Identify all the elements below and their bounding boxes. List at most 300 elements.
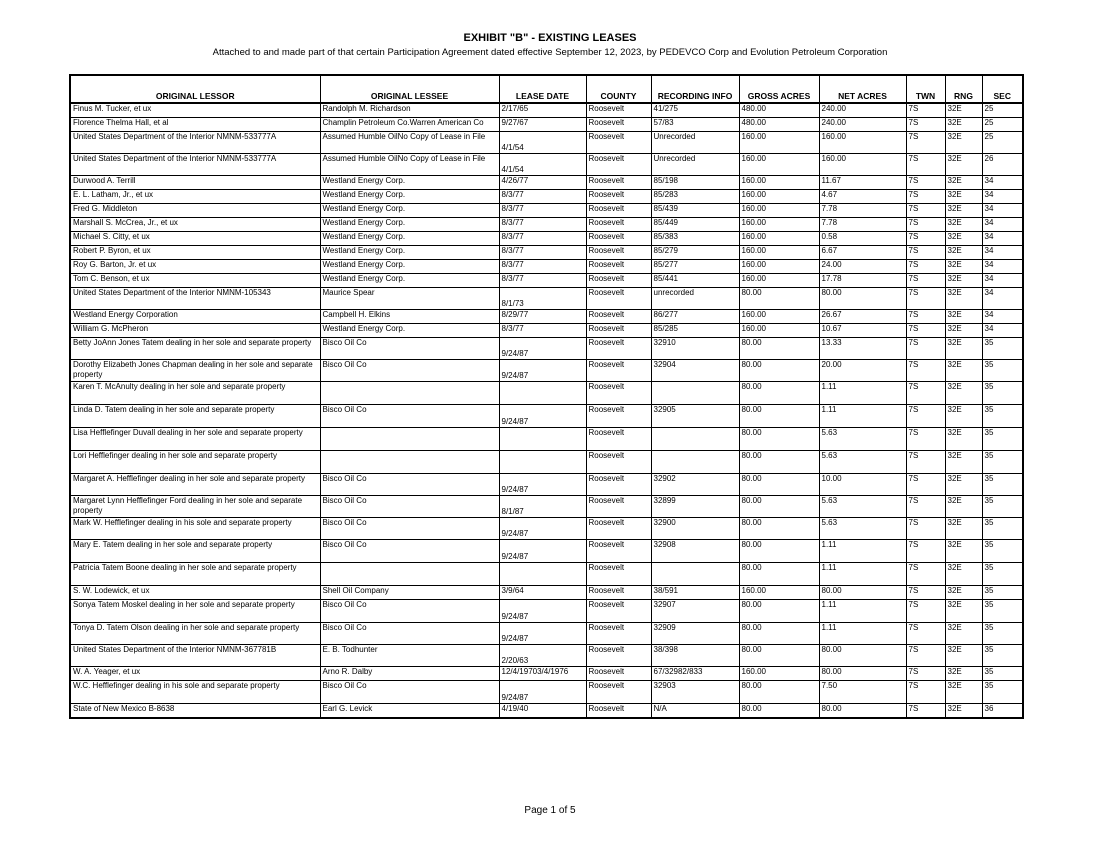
table-row: [70, 645, 1023, 667]
cell-recording-info: 32909: [651, 623, 739, 645]
cell-sec: 35: [982, 451, 1023, 474]
cell-rng: 32E: [945, 681, 982, 704]
cell-county: Roosevelt: [586, 586, 651, 600]
cell-original-lessee: [320, 563, 499, 586]
cell-twn: 7S: [906, 382, 945, 405]
cell-recording-info: 32899: [651, 496, 739, 518]
cell-recording-info: 32905: [651, 405, 739, 428]
column-header-gross-acres: GROSS ACRES: [739, 75, 819, 103]
cell-original-lessee: Campbell H. Elkins: [320, 310, 499, 324]
cell-lease-date: [499, 451, 586, 474]
cell-gross-acres: 160.00: [739, 154, 819, 176]
cell-sec: 35: [982, 360, 1023, 382]
cell-rng: 32E: [945, 645, 982, 667]
cell-county: Roosevelt: [586, 154, 651, 176]
cell-original-lessee: Westland Energy Corp.: [320, 176, 499, 190]
cell-twn: 7S: [906, 540, 945, 563]
cell-recording-info: 57/83: [651, 118, 739, 132]
cell-gross-acres: 160.00: [739, 260, 819, 274]
cell-lease-date: 2/17/65: [499, 103, 586, 118]
cell-twn: 7S: [906, 623, 945, 645]
cell-net-acres: 240.00: [819, 103, 906, 118]
cell-county: Roosevelt: [586, 288, 651, 310]
table-row: [70, 623, 1023, 645]
cell-twn: 7S: [906, 190, 945, 204]
cell-lease-date: 8/3/77: [499, 246, 586, 260]
cell-original-lessor: Florence Thelma Hall, et al: [70, 118, 320, 132]
cell-original-lessor: United States Department of the Interior NMNM-105343: [70, 288, 320, 310]
cell-net-acres: 1.11: [819, 623, 906, 645]
cell-recording-info: 41/275: [651, 103, 739, 118]
cell-lease-date: 9/24/87: [499, 518, 586, 540]
table-row: [70, 132, 1023, 154]
cell-original-lessor: Tom C. Benson, et ux: [70, 274, 320, 288]
table-row: [70, 563, 1023, 586]
table-row: [70, 176, 1023, 190]
cell-county: Roosevelt: [586, 405, 651, 428]
cell-gross-acres: 80.00: [739, 474, 819, 496]
cell-original-lessor: Fred G. Middleton: [70, 204, 320, 218]
cell-sec: 35: [982, 496, 1023, 518]
cell-recording-info: 85/277: [651, 260, 739, 274]
cell-twn: 7S: [906, 645, 945, 667]
cell-county: Roosevelt: [586, 324, 651, 338]
cell-net-acres: 160.00: [819, 132, 906, 154]
column-header-lease-date: LEASE DATE: [499, 75, 586, 103]
cell-net-acres: 1.11: [819, 540, 906, 563]
cell-original-lessor: Margaret A. Hefflefinger dealing in her sole and separate property: [70, 474, 320, 496]
cell-original-lessor: S. W. Lodewick, et ux: [70, 586, 320, 600]
cell-lease-date: 8/3/77: [499, 232, 586, 246]
cell-net-acres: 1.11: [819, 600, 906, 623]
cell-twn: 7S: [906, 246, 945, 260]
table-row: [70, 338, 1023, 360]
cell-sec: 25: [982, 132, 1023, 154]
cell-net-acres: 80.00: [819, 667, 906, 681]
cell-recording-info: 38/591: [651, 586, 739, 600]
cell-lease-date: 9/24/87: [499, 405, 586, 428]
cell-rng: 32E: [945, 324, 982, 338]
cell-twn: 7S: [906, 474, 945, 496]
cell-net-acres: 80.00: [819, 704, 906, 719]
cell-sec: 34: [982, 288, 1023, 310]
cell-lease-date: 8/1/87: [499, 496, 586, 518]
cell-recording-info: [651, 563, 739, 586]
cell-recording-info: 32908: [651, 540, 739, 563]
cell-gross-acres: 80.00: [739, 288, 819, 310]
column-header-county: COUNTY: [586, 75, 651, 103]
cell-gross-acres: 160.00: [739, 190, 819, 204]
cell-twn: 7S: [906, 176, 945, 190]
cell-county: Roosevelt: [586, 382, 651, 405]
cell-county: Roosevelt: [586, 204, 651, 218]
cell-recording-info: N/A: [651, 704, 739, 719]
cell-sec: 35: [982, 586, 1023, 600]
cell-rng: 32E: [945, 232, 982, 246]
table-row: [70, 540, 1023, 563]
cell-net-acres: 0.58: [819, 232, 906, 246]
cell-original-lessor: United States Department of the Interior NMNM-367781B: [70, 645, 320, 667]
cell-lease-date: 4/1/54: [499, 132, 586, 154]
cell-recording-info: 32900: [651, 518, 739, 540]
cell-county: Roosevelt: [586, 260, 651, 274]
leases-table: [69, 74, 1024, 719]
cell-original-lessee: Westland Energy Corp.: [320, 324, 499, 338]
table-row: [70, 474, 1023, 496]
cell-original-lessor: Lisa Hefflefinger Duvall dealing in her sole and separate property: [70, 428, 320, 451]
column-header-original-lessor: ORIGINAL LESSOR: [70, 75, 320, 103]
cell-lease-date: 12/4/19703/4/1976: [499, 667, 586, 681]
cell-original-lessor: Finus M. Tucker, et ux: [70, 103, 320, 118]
table-row: [70, 496, 1023, 518]
column-header-sec: SEC: [982, 75, 1023, 103]
cell-net-acres: 80.00: [819, 288, 906, 310]
cell-lease-date: 9/24/87: [499, 623, 586, 645]
cell-recording-info: 85/383: [651, 232, 739, 246]
cell-twn: 7S: [906, 405, 945, 428]
cell-gross-acres: 480.00: [739, 103, 819, 118]
cell-gross-acres: 480.00: [739, 118, 819, 132]
cell-original-lessee: Westland Energy Corp.: [320, 260, 499, 274]
cell-original-lessor: W.C. Hefflefinger dealing in his sole and separate property: [70, 681, 320, 704]
cell-original-lessee: Westland Energy Corp.: [320, 190, 499, 204]
cell-net-acres: 5.63: [819, 496, 906, 518]
cell-lease-date: 4/1/54: [499, 154, 586, 176]
cell-sec: 34: [982, 310, 1023, 324]
cell-rng: 32E: [945, 451, 982, 474]
cell-original-lessee: Westland Energy Corp.: [320, 246, 499, 260]
cell-twn: 7S: [906, 338, 945, 360]
cell-original-lessor: Westland Energy Corporation: [70, 310, 320, 324]
cell-original-lessor: Karen T. McAnulty dealing in her sole and separate property: [70, 382, 320, 405]
cell-original-lessor: Mary E. Tatem dealing in her sole and separate property: [70, 540, 320, 563]
cell-net-acres: 80.00: [819, 586, 906, 600]
cell-original-lessee: Bisco Oil Co: [320, 360, 499, 382]
cell-county: Roosevelt: [586, 310, 651, 324]
cell-county: Roosevelt: [586, 667, 651, 681]
cell-original-lessee: Westland Energy Corp.: [320, 218, 499, 232]
cell-original-lessee: [320, 428, 499, 451]
cell-county: Roosevelt: [586, 681, 651, 704]
cell-original-lessee: Bisco Oil Co: [320, 623, 499, 645]
cell-county: Roosevelt: [586, 518, 651, 540]
cell-original-lessor: E. L. Latham, Jr., et ux: [70, 190, 320, 204]
cell-rng: 32E: [945, 563, 982, 586]
cell-net-acres: 11.67: [819, 176, 906, 190]
cell-lease-date: 9/24/87: [499, 540, 586, 563]
cell-gross-acres: 80.00: [739, 563, 819, 586]
cell-net-acres: 80.00: [819, 645, 906, 667]
cell-county: Roosevelt: [586, 118, 651, 132]
cell-gross-acres: 80.00: [739, 428, 819, 451]
cell-twn: 7S: [906, 204, 945, 218]
cell-recording-info: 85/283: [651, 190, 739, 204]
cell-original-lessor: Mark W. Hefflefinger dealing in his sole and separate property: [70, 518, 320, 540]
table-row: [70, 382, 1023, 405]
cell-original-lessee: [320, 382, 499, 405]
table-row: [70, 704, 1023, 719]
cell-rng: 32E: [945, 518, 982, 540]
cell-recording-info: 32904: [651, 360, 739, 382]
cell-twn: 7S: [906, 563, 945, 586]
cell-county: Roosevelt: [586, 176, 651, 190]
table-row: [70, 154, 1023, 176]
column-header-original-lessee: ORIGINAL LESSEE: [320, 75, 499, 103]
cell-county: Roosevelt: [586, 540, 651, 563]
cell-original-lessee: Bisco Oil Co: [320, 405, 499, 428]
cell-gross-acres: 160.00: [739, 310, 819, 324]
cell-twn: 7S: [906, 103, 945, 118]
cell-rng: 32E: [945, 586, 982, 600]
cell-county: Roosevelt: [586, 103, 651, 118]
cell-original-lessor: William G. McPheron: [70, 324, 320, 338]
cell-net-acres: 17.78: [819, 274, 906, 288]
table-row: [70, 118, 1023, 132]
table-row: [70, 405, 1023, 428]
cell-lease-date: [499, 563, 586, 586]
cell-gross-acres: 80.00: [739, 623, 819, 645]
cell-lease-date: 8/1/73: [499, 288, 586, 310]
cell-original-lessee: Shell Oil Company: [320, 586, 499, 600]
cell-sec: 34: [982, 218, 1023, 232]
table-row: [70, 246, 1023, 260]
cell-county: Roosevelt: [586, 338, 651, 360]
cell-recording-info: 85/198: [651, 176, 739, 190]
cell-twn: 7S: [906, 586, 945, 600]
cell-net-acres: 6.67: [819, 246, 906, 260]
cell-rng: 32E: [945, 246, 982, 260]
cell-gross-acres: 160.00: [739, 232, 819, 246]
cell-original-lessor: United States Department of the Interior NMNM-533777A: [70, 154, 320, 176]
cell-gross-acres: 160.00: [739, 176, 819, 190]
cell-recording-info: 32903: [651, 681, 739, 704]
cell-sec: 34: [982, 324, 1023, 338]
cell-county: Roosevelt: [586, 246, 651, 260]
cell-recording-info: 85/439: [651, 204, 739, 218]
cell-sec: 34: [982, 190, 1023, 204]
cell-recording-info: unrecorded: [651, 288, 739, 310]
cell-sec: 25: [982, 118, 1023, 132]
cell-gross-acres: 80.00: [739, 681, 819, 704]
cell-twn: 7S: [906, 428, 945, 451]
cell-gross-acres: 80.00: [739, 518, 819, 540]
cell-sec: 35: [982, 645, 1023, 667]
cell-original-lessor: Tonya D. Tatem Olson dealing in her sole and separate property: [70, 623, 320, 645]
cell-rng: 32E: [945, 428, 982, 451]
cell-recording-info: 85/441: [651, 274, 739, 288]
cell-gross-acres: 80.00: [739, 360, 819, 382]
cell-recording-info: 85/279: [651, 246, 739, 260]
cell-twn: 7S: [906, 310, 945, 324]
cell-original-lessee: Westland Energy Corp.: [320, 204, 499, 218]
cell-original-lessor: Michael S. Citty, et ux: [70, 232, 320, 246]
cell-rng: 32E: [945, 103, 982, 118]
table-row: [70, 518, 1023, 540]
cell-recording-info: 86/277: [651, 310, 739, 324]
cell-rng: 32E: [945, 360, 982, 382]
cell-net-acres: 10.00: [819, 474, 906, 496]
cell-lease-date: 9/24/87: [499, 600, 586, 623]
cell-rng: 32E: [945, 204, 982, 218]
cell-original-lessor: Linda D. Tatem dealing in her sole and separate property: [70, 405, 320, 428]
cell-original-lessee: Bisco Oil Co: [320, 496, 499, 518]
cell-sec: 34: [982, 246, 1023, 260]
cell-twn: 7S: [906, 288, 945, 310]
cell-original-lessor: Dorothy Elizabeth Jones Chapman dealing in her sole and separate property: [70, 360, 320, 382]
cell-gross-acres: 160.00: [739, 218, 819, 232]
cell-county: Roosevelt: [586, 190, 651, 204]
cell-net-acres: 160.00: [819, 154, 906, 176]
cell-sec: 36: [982, 704, 1023, 719]
cell-county: Roosevelt: [586, 274, 651, 288]
cell-original-lessee: Assumed Humble OilNo Copy of Lease in File: [320, 132, 499, 154]
table-row: [70, 310, 1023, 324]
cell-lease-date: 8/3/77: [499, 274, 586, 288]
column-header-rng: RNG: [945, 75, 982, 103]
cell-lease-date: 4/26/77: [499, 176, 586, 190]
cell-recording-info: Unrecorded: [651, 154, 739, 176]
table-row: [70, 274, 1023, 288]
cell-twn: 7S: [906, 132, 945, 154]
cell-lease-date: 2/20/63: [499, 645, 586, 667]
cell-twn: 7S: [906, 451, 945, 474]
cell-recording-info: [651, 451, 739, 474]
cell-sec: 35: [982, 405, 1023, 428]
table-row: [70, 218, 1023, 232]
cell-sec: 34: [982, 232, 1023, 246]
cell-lease-date: 8/3/77: [499, 190, 586, 204]
cell-sec: 35: [982, 474, 1023, 496]
cell-sec: 35: [982, 681, 1023, 704]
cell-twn: 7S: [906, 496, 945, 518]
cell-recording-info: Unrecorded: [651, 132, 739, 154]
cell-lease-date: 9/24/87: [499, 360, 586, 382]
cell-original-lessor: Sonya Tatem Moskel dealing in her sole and separate property: [70, 600, 320, 623]
cell-original-lessor: Betty JoAnn Jones Tatem dealing in her sole and separate property: [70, 338, 320, 360]
cell-original-lessee: Bisco Oil Co: [320, 474, 499, 496]
cell-recording-info: 32907: [651, 600, 739, 623]
cell-gross-acres: 160.00: [739, 246, 819, 260]
table-row: [70, 681, 1023, 704]
cell-original-lessee: E. B. Todhunter: [320, 645, 499, 667]
table-row: [70, 260, 1023, 274]
cell-original-lessor: W. A. Yeager, et ux: [70, 667, 320, 681]
cell-rng: 32E: [945, 496, 982, 518]
cell-recording-info: 32910: [651, 338, 739, 360]
cell-sec: 35: [982, 540, 1023, 563]
cell-twn: 7S: [906, 324, 945, 338]
cell-rng: 32E: [945, 118, 982, 132]
cell-original-lessee: Bisco Oil Co: [320, 540, 499, 563]
cell-original-lessor: Margaret Lynn Hefflefinger Ford dealing in her sole and separate property: [70, 496, 320, 518]
cell-gross-acres: 80.00: [739, 704, 819, 719]
cell-rng: 32E: [945, 474, 982, 496]
cell-gross-acres: 80.00: [739, 600, 819, 623]
column-header-net-acres: NET ACRES: [819, 75, 906, 103]
cell-recording-info: 38/398: [651, 645, 739, 667]
cell-sec: 26: [982, 154, 1023, 176]
page-number: Page 1 of 5: [524, 805, 576, 816]
cell-rng: 32E: [945, 704, 982, 719]
cell-lease-date: 8/3/77: [499, 204, 586, 218]
cell-lease-date: [499, 428, 586, 451]
cell-rng: 32E: [945, 382, 982, 405]
cell-rng: 32E: [945, 540, 982, 563]
cell-original-lessee: Bisco Oil Co: [320, 518, 499, 540]
cell-rng: 32E: [945, 667, 982, 681]
cell-sec: 35: [982, 428, 1023, 451]
cell-twn: 7S: [906, 232, 945, 246]
cell-lease-date: 8/3/77: [499, 324, 586, 338]
cell-recording-info: 85/285: [651, 324, 739, 338]
cell-twn: 7S: [906, 681, 945, 704]
cell-sec: 35: [982, 600, 1023, 623]
cell-net-acres: 1.11: [819, 405, 906, 428]
cell-lease-date: [499, 382, 586, 405]
cell-recording-info: 67/32982/833: [651, 667, 739, 681]
cell-original-lessor: Lori Hefflefinger dealing in her sole and separate property: [70, 451, 320, 474]
cell-twn: 7S: [906, 667, 945, 681]
table-row: [70, 103, 1023, 118]
cell-county: Roosevelt: [586, 704, 651, 719]
cell-original-lessee: Earl G. Levick: [320, 704, 499, 719]
cell-county: Roosevelt: [586, 645, 651, 667]
cell-rng: 32E: [945, 405, 982, 428]
cell-sec: 35: [982, 518, 1023, 540]
cell-lease-date: 4/19/40: [499, 704, 586, 719]
table-header-row: [70, 75, 1023, 103]
cell-county: Roosevelt: [586, 563, 651, 586]
cell-net-acres: 26.67: [819, 310, 906, 324]
cell-net-acres: 13.33: [819, 338, 906, 360]
cell-gross-acres: 80.00: [739, 338, 819, 360]
cell-net-acres: 7.50: [819, 681, 906, 704]
cell-sec: 34: [982, 204, 1023, 218]
cell-rng: 32E: [945, 600, 982, 623]
table-row: [70, 428, 1023, 451]
cell-original-lessor: Marshall S. McCrea, Jr., et ux: [70, 218, 320, 232]
cell-county: Roosevelt: [586, 451, 651, 474]
cell-original-lessee: Maurice Spear: [320, 288, 499, 310]
cell-net-acres: 4.67: [819, 190, 906, 204]
cell-rng: 32E: [945, 190, 982, 204]
cell-original-lessor: Robert P. Byron, et ux: [70, 246, 320, 260]
table-row: [70, 600, 1023, 623]
cell-net-acres: 7.78: [819, 218, 906, 232]
cell-sec: 35: [982, 563, 1023, 586]
cell-rng: 32E: [945, 623, 982, 645]
cell-original-lessee: Bisco Oil Co: [320, 338, 499, 360]
cell-original-lessee: Bisco Oil Co: [320, 681, 499, 704]
cell-county: Roosevelt: [586, 474, 651, 496]
cell-rng: 32E: [945, 176, 982, 190]
cell-gross-acres: 80.00: [739, 645, 819, 667]
cell-net-acres: 7.78: [819, 204, 906, 218]
cell-rng: 32E: [945, 154, 982, 176]
cell-net-acres: 24.00: [819, 260, 906, 274]
cell-sec: 35: [982, 338, 1023, 360]
cell-sec: 34: [982, 260, 1023, 274]
table-row: [70, 586, 1023, 600]
cell-sec: 25: [982, 103, 1023, 118]
cell-lease-date: 9/24/87: [499, 338, 586, 360]
cell-original-lessor: United States Department of the Interior NMNM-533777A: [70, 132, 320, 154]
table-row: [70, 451, 1023, 474]
cell-gross-acres: 80.00: [739, 540, 819, 563]
cell-county: Roosevelt: [586, 623, 651, 645]
cell-gross-acres: 80.00: [739, 405, 819, 428]
cell-rng: 32E: [945, 274, 982, 288]
